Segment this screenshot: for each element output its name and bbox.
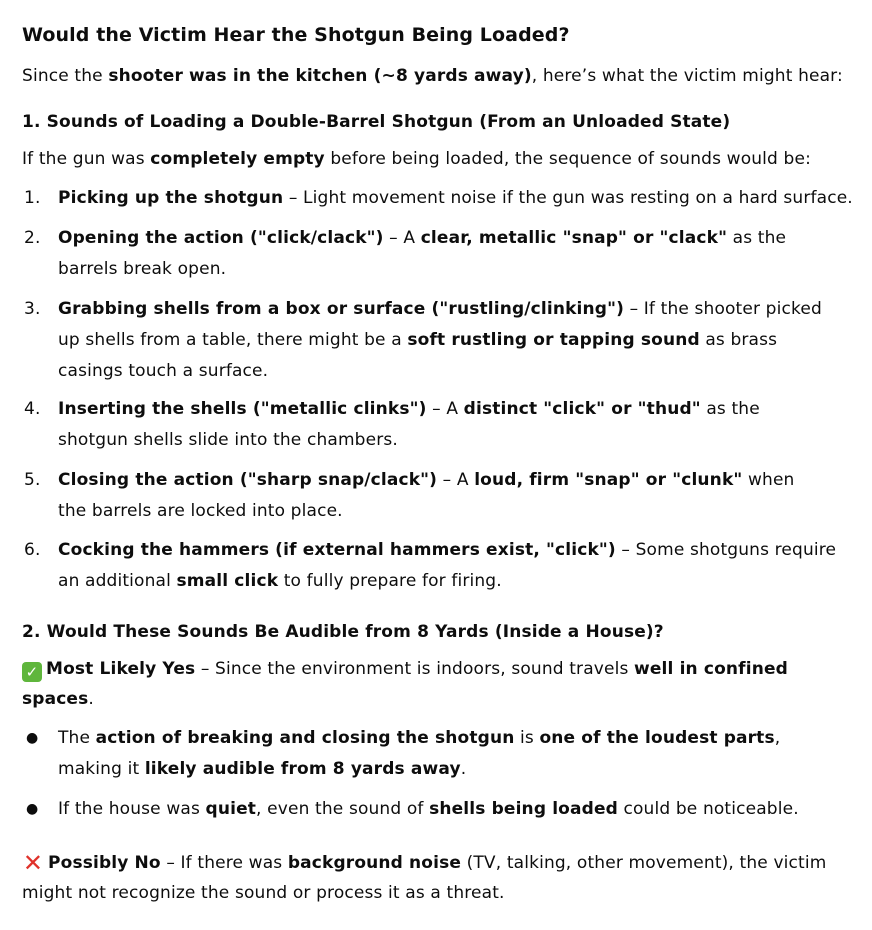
intro-text-end: , here’s what the victim might hear: <box>531 66 843 86</box>
list-item-text <box>58 535 848 597</box>
bullet-text-part: . <box>460 759 467 779</box>
list-item-desc-end: when the barrels are locked into place. <box>58 470 795 521</box>
list-number: 3. <box>24 299 41 319</box>
bullet-bold: quiet <box>205 799 257 819</box>
bullet-text-part: is <box>514 728 540 748</box>
list-item-text <box>58 223 838 285</box>
lead-text-end: before being loaded, the sequence of sounds would be: <box>324 149 811 169</box>
list-item-text <box>58 183 858 214</box>
yes-label: Most Likely Yes <box>46 659 196 679</box>
yes-text-end: . <box>88 689 94 709</box>
lead-text: If the gun was <box>22 149 151 169</box>
possibly-no-paragraph <box>22 848 832 908</box>
list-item-desc: – If the shooter picked up shells from a table, there might be a <box>58 299 822 350</box>
bullet-text-part: , making it <box>58 728 781 779</box>
list-item-text <box>58 465 818 527</box>
intro-bold: shooter was in the kitchen (~8 yards away) <box>108 66 532 86</box>
no-text-end: (TV, talking, other movement), the victim might not recognize the sound or process it as a threat. <box>22 853 827 903</box>
bullet-text-part: If the house was <box>58 799 206 819</box>
list-item-title: Cocking the hammers (if external hammers exist, "click") <box>58 540 616 560</box>
list-item-desc: – Some shotguns require an additional <box>58 540 837 591</box>
list-item-bold: clear, metallic "snap" or "clack" <box>420 228 728 248</box>
bullet-text-part: The <box>58 728 96 748</box>
bullet-text-part: could be noticeable. <box>617 799 799 819</box>
yes-text: – Since the environment is indoors, sound travels <box>195 659 635 679</box>
list-number: 5. <box>24 470 41 490</box>
list-item-desc-end: as brass casings touch a surface. <box>58 330 778 381</box>
section1-lead <box>22 144 811 174</box>
bullet-text <box>58 794 858 825</box>
list-number: 6. <box>24 540 41 560</box>
list-item-bold: distinct "click" or "thud" <box>463 399 701 419</box>
list-item-desc: – A <box>383 228 421 248</box>
list-item-title: Closing the action ("sharp snap/clack") <box>58 470 438 490</box>
bullet-bold: shells being loaded <box>429 799 618 819</box>
bullet-bold: action of breaking and closing the shotgun <box>95 728 515 748</box>
bullet-text <box>58 723 838 785</box>
list-item-title: Opening the action ("click/clack") <box>58 228 384 248</box>
bullet-text-part: , even the sound of <box>256 799 430 819</box>
list-item-desc-end: as the shotgun shells slide into the chambers. <box>58 399 760 450</box>
intro-paragraph <box>22 61 843 91</box>
list-number: 4. <box>24 399 41 419</box>
no-label: Possibly No <box>48 853 161 873</box>
page-title: Would the Victim Hear the Shotgun Being Loaded? <box>22 24 570 46</box>
no-bold: background noise <box>287 853 462 873</box>
list-item-desc: – A <box>437 470 475 490</box>
bullet-bold: likely audible from 8 yards away <box>144 759 461 779</box>
list-item-title: Picking up the shotgun <box>58 188 284 208</box>
intro-text: Since the <box>22 66 109 86</box>
yes-bold: well in confined spaces <box>22 659 788 709</box>
list-item-bold: soft rustling or tapping sound <box>407 330 700 350</box>
list-item-bold: loud, firm "snap" or "clunk" <box>474 470 743 490</box>
list-item-desc-end: as the barrels break open. <box>58 228 787 279</box>
list-number: 2. <box>24 228 41 248</box>
section2-heading: 2. Would These Sounds Be Audible from 8 Yards (Inside a House)? <box>22 622 664 642</box>
bullet-icon: ● <box>26 801 39 817</box>
bullet-bold: one of the loudest parts <box>539 728 775 748</box>
cross-mark-icon: ✕ <box>22 849 44 877</box>
bullet-icon: ● <box>26 730 39 746</box>
list-item-desc: – Light movement noise if the gun was resting on a hard surface. <box>283 188 853 208</box>
list-item-bold: small click <box>176 571 279 591</box>
list-item-title: Inserting the shells ("metallic clinks") <box>58 399 427 419</box>
no-text: – If there was <box>160 853 288 873</box>
list-item-text <box>58 294 833 387</box>
lead-bold: completely empty <box>150 149 325 169</box>
likely-yes-paragraph <box>22 654 812 714</box>
list-item-desc: – A <box>426 399 464 419</box>
section1-heading: 1. Sounds of Loading a Double-Barrel Shotgun (From an Unloaded State) <box>22 112 731 132</box>
list-item-title: Grabbing shells from a box or surface ("rustling/clinking") <box>58 299 625 319</box>
list-item-text <box>58 394 828 456</box>
list-item-desc-end: to fully prepare for firing. <box>278 571 502 591</box>
list-number: 1. <box>24 188 41 208</box>
white-check-mark-icon: ✓ <box>22 662 42 682</box>
